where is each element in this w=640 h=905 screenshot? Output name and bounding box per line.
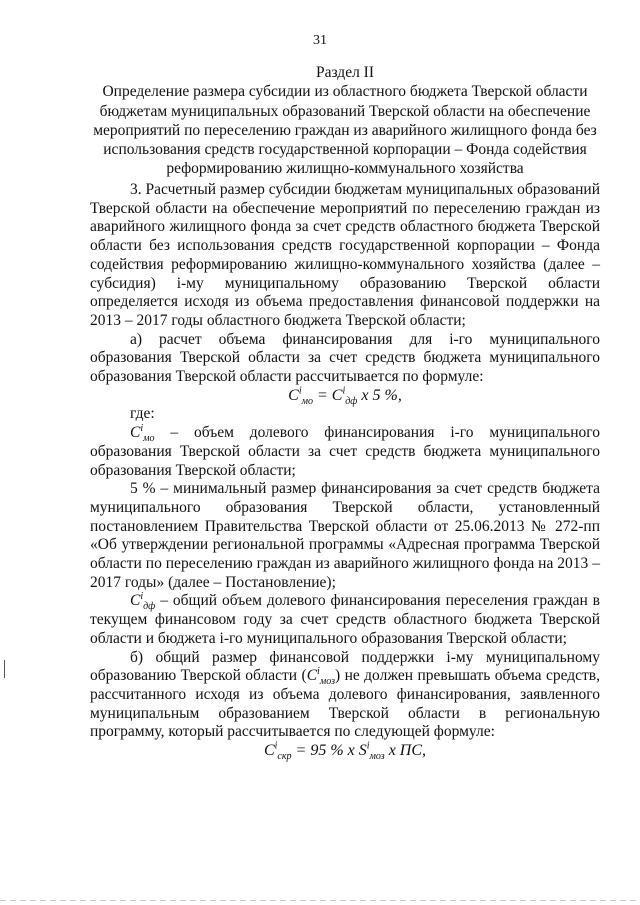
where-label: где: [130, 405, 155, 423]
formula-sub: дф [345, 395, 358, 407]
def-text: – общий объем долевого финансирования переселения граждан в текущем финансовом году за счет средств областного бюджета Тверской области и бюджета i-го муниципального образования Тверской области; [90, 592, 600, 647]
formula-equals: = 95 % x [291, 742, 359, 760]
margin-mark [4, 660, 5, 678]
formula-tail: x ПС, [384, 742, 427, 760]
definition-5-percent: 5 % – минимальный размер финансирования за счет средств бюджета муниципального образования Тверской области, установленный постановлением Правительства Тверской области от 25.06.2013 № 272-пп «Об утверждении региональной программы «Адресная программа Тверской области по переселению граждан из аварийного жилищного фонда на 2013 – 2017 годы» (далее – Постановление); [90, 480, 600, 591]
definition-cmo [90, 424, 600, 480]
def-text: – объем долевого финансирования i-го муниципального образования Тверской области за счет средств бюджета муниципального образования Тверской области; [90, 424, 600, 479]
pb-before: б) общий размер финансовой поддержки i-му муниципальному образованию Тверской области ( [90, 648, 600, 685]
formula-symbol: C [263, 742, 275, 760]
pb-symbol: C [306, 667, 318, 685]
formula-cskr [90, 742, 600, 761]
formula-sup: i [366, 740, 370, 752]
scan-edge-line [0, 900, 640, 901]
page-number: 31 [313, 33, 327, 48]
section-label: Раздел II [315, 64, 375, 81]
formula-symbol: C [288, 386, 299, 404]
def-sub: дф [143, 601, 156, 613]
section-heading [90, 63, 600, 179]
paragraph-3: 3. Расчетный размер субсидии бюджетам муниципальных образований Тверской области на обеспечение мероприятий по переселению граждан из аварийного жилищного фонда за счет средств областного бюджета Тверской области без использования средств государственной корпорации – Фонда содействия реформированию жилищно-коммунального хозяйства (далее – субсидия) i-му муниципальному образованию Тверской области определяется исходя из объема предоставления финансовой поддержки на 2013 – 2017 годы областного бюджета Тверской области; [90, 181, 600, 329]
formula-sup: i [298, 385, 302, 397]
section-title: Определение размера субсидии из областного бюджета Тверской области бюджетам муниципальных образований Тверской области на обеспечение мероприятий по переселению граждан из аварийного жилищного фонда без использования средств государственной корпорации – Фонда содействия реформированию жилищно-коммунального хозяйства [93, 83, 597, 178]
formula-symbol: S [358, 742, 367, 760]
def-sup: i [140, 422, 144, 434]
formula-sup: i [274, 740, 278, 752]
formula-sup: i [342, 385, 346, 397]
formula-equals: = [312, 386, 332, 404]
pb-sub: моз [319, 676, 335, 688]
pb-sup: i [317, 666, 320, 678]
def-sup: i [140, 591, 144, 603]
def-symbol: C [130, 592, 141, 610]
formula-cmo [90, 387, 600, 406]
document-body [90, 181, 600, 761]
formula-sub: моз [369, 751, 385, 763]
formula-symbol: C [331, 386, 343, 404]
formula-sub: скр [277, 751, 292, 763]
definition-cdf [90, 592, 600, 648]
pb-after: ) не должен превышать объема средств, рассчитанного исходя из объема долевого финансирования, заявленного муниципальным образованием Тверской области в региональную программу, который рассчитывается по следующей формуле: [90, 667, 600, 741]
formula-sub: мо [301, 395, 313, 407]
def-symbol: C [130, 424, 141, 442]
paragraph-b [90, 649, 600, 743]
formula-tail: x 5 %, [357, 386, 402, 404]
def-sub: мо [143, 433, 155, 445]
paragraph-a: а) расчет объема финансирования для i-го муниципального образования Тверской области за счет средств бюджета муниципального образования Тверской области рассчитывается по формуле: [90, 330, 600, 386]
